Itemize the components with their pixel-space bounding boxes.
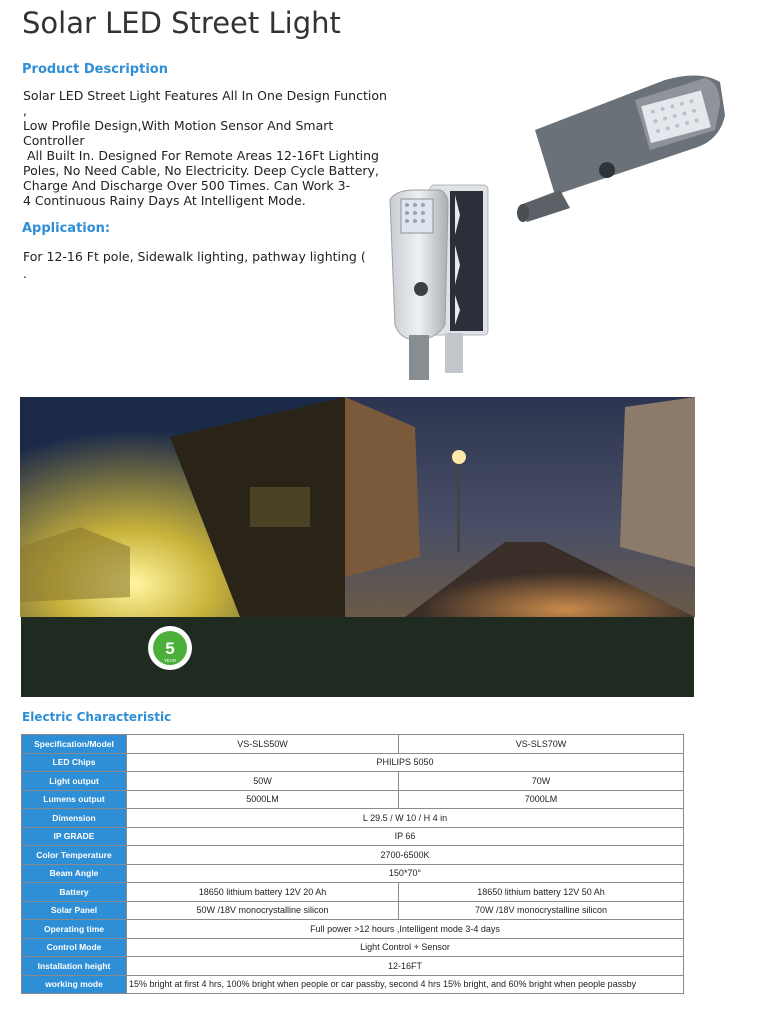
spec-value-50w: 18650 lithium battery 12V 20 Ah (127, 883, 399, 902)
spec-value-70w: 7000LM (399, 790, 684, 809)
spec-label: Specification/Model (22, 735, 127, 754)
product-description-heading: Product Description (22, 62, 168, 77)
night-street-photo-left (20, 397, 345, 617)
spec-label: Color Temperature (22, 846, 127, 865)
spec-row (22, 920, 684, 939)
spec-row (22, 846, 684, 865)
spec-row (22, 883, 684, 902)
page-title: Solar LED Street Light (22, 6, 341, 40)
electric-characteristic-heading: Electric Characteristic (22, 710, 172, 724)
application-heading: Application: (22, 221, 111, 236)
spec-row (22, 901, 684, 920)
spec-row (22, 864, 684, 883)
description-line: 4 Continuous Rainy Days At Intelligent Mode. (23, 193, 306, 208)
spec-label: Solar Panel (22, 901, 127, 920)
spec-value: L 29.5 / W 10 / H 4 in (127, 809, 684, 828)
spec-label: Installation height (22, 957, 127, 976)
spec-value: Full power >12 hours ,Intelligent mode 3-4 days (127, 920, 684, 939)
spec-value: Light Control + Sensor (127, 938, 684, 957)
description-line: All Built In. Designed For Remote Areas 12-16Ft Lighting (23, 148, 379, 163)
night-street-photo-right (345, 397, 695, 617)
spec-value: PHILIPS 5050 (127, 753, 684, 772)
spec-value-70w: VS-SLS70W (399, 735, 684, 754)
spec-value: 15% bright at first 4 hrs, 100% bright when people or car passby, second 4 hrs 15% bright, and 60% bright when people passby (127, 975, 684, 994)
spec-value-50w: 5000LM (127, 790, 399, 809)
spec-row (22, 790, 684, 809)
warranty-badge-icon (147, 625, 193, 671)
spec-value: 12-16FT (127, 957, 684, 976)
spec-label: Operating time (22, 920, 127, 939)
street-light-side-image (515, 70, 740, 230)
application-line: . (23, 266, 27, 281)
warranty-banner (21, 617, 694, 697)
spec-label: Lumens output (22, 790, 127, 809)
spec-row (22, 938, 684, 957)
spec-label: Control Mode (22, 938, 127, 957)
description-line: Poles, No Need Cable, No Electricity. Deep Cycle Battery, (23, 163, 379, 178)
spec-label: working mode (22, 975, 127, 994)
street-light-front-image (385, 185, 495, 380)
spec-label: Beam Angle (22, 864, 127, 883)
spec-label: Dimension (22, 809, 127, 828)
spec-label: IP GRADE (22, 827, 127, 846)
application-line: For 12-16 Ft pole, Sidewalk lighting, pathway lighting ( (23, 249, 366, 264)
spec-table (21, 734, 684, 994)
spec-row (22, 809, 684, 828)
description-line: Solar LED Street Light Features All In One Design Function , (23, 88, 387, 118)
description-line: Low Profile Design,With Motion Sensor And Smart Controller (23, 118, 334, 148)
spec-row (22, 957, 684, 976)
spec-label: LED Chips (22, 753, 127, 772)
spec-row (22, 753, 684, 772)
spec-value: 150*70° (127, 864, 684, 883)
warranty-number: 5 (165, 639, 175, 658)
product-description-text (23, 88, 388, 208)
spec-row (22, 975, 684, 994)
warranty-unit: YEAR (163, 658, 177, 663)
spec-value-50w: VS-SLS50W (127, 735, 399, 754)
spec-value-70w: 70W /18V monocrystalline silicon (399, 901, 684, 920)
description-line: Charge And Discharge Over 500 Times. Can Work 3- (23, 178, 351, 193)
spec-value-50w: 50W /18V monocrystalline silicon (127, 901, 399, 920)
application-text (23, 248, 366, 282)
spec-value-70w: 70W (399, 772, 684, 791)
spec-row (22, 772, 684, 791)
spec-row (22, 735, 684, 754)
spec-label: Battery (22, 883, 127, 902)
spec-row (22, 827, 684, 846)
spec-value: IP 66 (127, 827, 684, 846)
spec-value: 2700-6500K (127, 846, 684, 865)
spec-label: Light output (22, 772, 127, 791)
spec-value-50w: 50W (127, 772, 399, 791)
spec-value-70w: 18650 lithium battery 12V 50 Ah (399, 883, 684, 902)
